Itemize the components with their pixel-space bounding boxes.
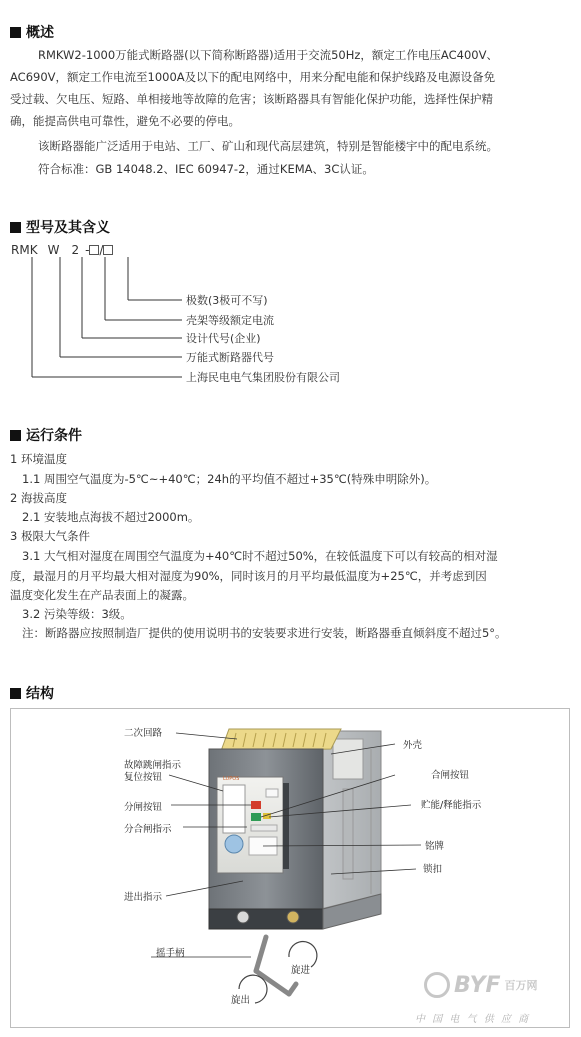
label-open-button: 分闸按钮 <box>124 802 163 813</box>
overview-line-3: 受过载、欠电压、短路、单相接地等故障的危害；该断路器具有智能化保护功能，选择性保护精 <box>10 92 493 106</box>
label-energy-indicator: 贮能/释能指示 <box>421 800 482 811</box>
label-nameplate: 铭牌 <box>425 841 445 852</box>
cond-3-1-c: 温度变化发生在产品表面上的凝露。 <box>10 588 194 602</box>
label-lock: 锁扣 <box>423 864 443 875</box>
cond-3-1-b: 度，最湿月的月平均最大相对湿度为90%，同时该月的月平均最低温度为+25℃，并考虑到因 <box>10 569 487 583</box>
model-code-design: 2 <box>71 243 80 257</box>
model-meaning-poles: 极数(3极可不写) <box>186 294 268 307</box>
label-secondary-circuit: 二次回路 <box>124 728 163 739</box>
label-close-button: 合闸按钮 <box>431 770 470 781</box>
label-reset-button: 复位按钮 <box>124 772 163 783</box>
cond-note: 注：断路器应按照制造厂提供的使用说明书的安装要求进行安装，断路器垂直倾斜度不超过5°。 <box>22 626 507 640</box>
cond-3: 3 极限大气条件 <box>10 529 90 543</box>
label-rotate-out: 旋出 <box>231 995 251 1006</box>
model-code-w: W <box>47 243 60 257</box>
overview-line-5: 该断路器能广泛适用于电站、工厂、矿山和现代高层建筑，特别是智能楼宇中的配电系统。 <box>38 139 498 153</box>
cond-3-1-a: 3.1 大气相对湿度在周围空气温度为+40℃时不超过50%，在较低温度下可以有较高的相对湿 <box>22 549 498 563</box>
section-marker <box>10 430 21 441</box>
watermark-slogan: 中 国 电 气 供 应 商 <box>415 1014 531 1025</box>
label-housing: 外壳 <box>403 740 423 751</box>
watermark-logo-text: BYF <box>454 972 501 998</box>
section-marker <box>10 688 21 699</box>
model-code-slash: / <box>99 243 104 257</box>
cond-2-1: 2.1 安装地点海拔不超过2000m。 <box>22 510 200 524</box>
overview-line-4: 确，能提高供电可靠性，避免不必要的停电。 <box>10 114 240 128</box>
model-title: 型号及其含义 <box>26 220 110 236</box>
model-meaning-design: 设计代号(企业) <box>186 332 261 345</box>
model-code-prefix: RMK <box>11 243 38 257</box>
watermark-circle-icon <box>424 972 450 998</box>
label-rotate-in: 旋进 <box>291 965 311 976</box>
watermark-logo-sub: 百万网 <box>504 979 538 992</box>
structure-title: 结构 <box>26 686 54 702</box>
cond-2: 2 海拔高度 <box>10 491 67 505</box>
overview-line-1: RMKW2-1000万能式断路器(以下简称断路器)适用于交流50Hz，额定工作电压AC400V、 <box>38 48 498 62</box>
overview-line-2: AC690V，额定工作电流至1000A及以下的配电网络中，用来分配电能和保护线路及电源设备免 <box>10 70 496 84</box>
model-code-dash: - <box>85 243 90 257</box>
conditions-title: 运行条件 <box>26 428 82 444</box>
watermark-logo <box>424 972 538 998</box>
model-meaning-current: 壳架等级额定电流 <box>186 314 274 327</box>
label-in-out-indicator: 进出指示 <box>124 892 163 903</box>
cond-1-1: 1.1 周围空气温度为-5℃~+40℃；24h的平均值不超过+35℃(特殊申明除外)。 <box>22 472 437 486</box>
cond-3-2: 3.2 污染等级：3级。 <box>22 607 132 621</box>
model-meaning-company: 上海民电电气集团股份有限公司 <box>186 371 340 384</box>
overview-line-6: 符合标准：GB 14048.2、IEC 60947-2，通过KEMA、3C认证。 <box>38 162 374 176</box>
model-meaning-type: 万能式断路器代号 <box>186 351 274 364</box>
model-leader-lines <box>0 0 581 400</box>
structure-heading <box>10 683 54 703</box>
label-open-close-indicator: 分合闸指示 <box>124 824 172 835</box>
panel-brand: LUPOS <box>223 776 240 782</box>
overview-title: 概述 <box>26 25 54 41</box>
label-fault-trip: 故障跳闸指示 <box>124 760 182 771</box>
label-crank: 摇手柄 <box>156 948 185 959</box>
conditions-heading <box>10 425 82 445</box>
cond-1: 1 环境温度 <box>10 452 67 466</box>
